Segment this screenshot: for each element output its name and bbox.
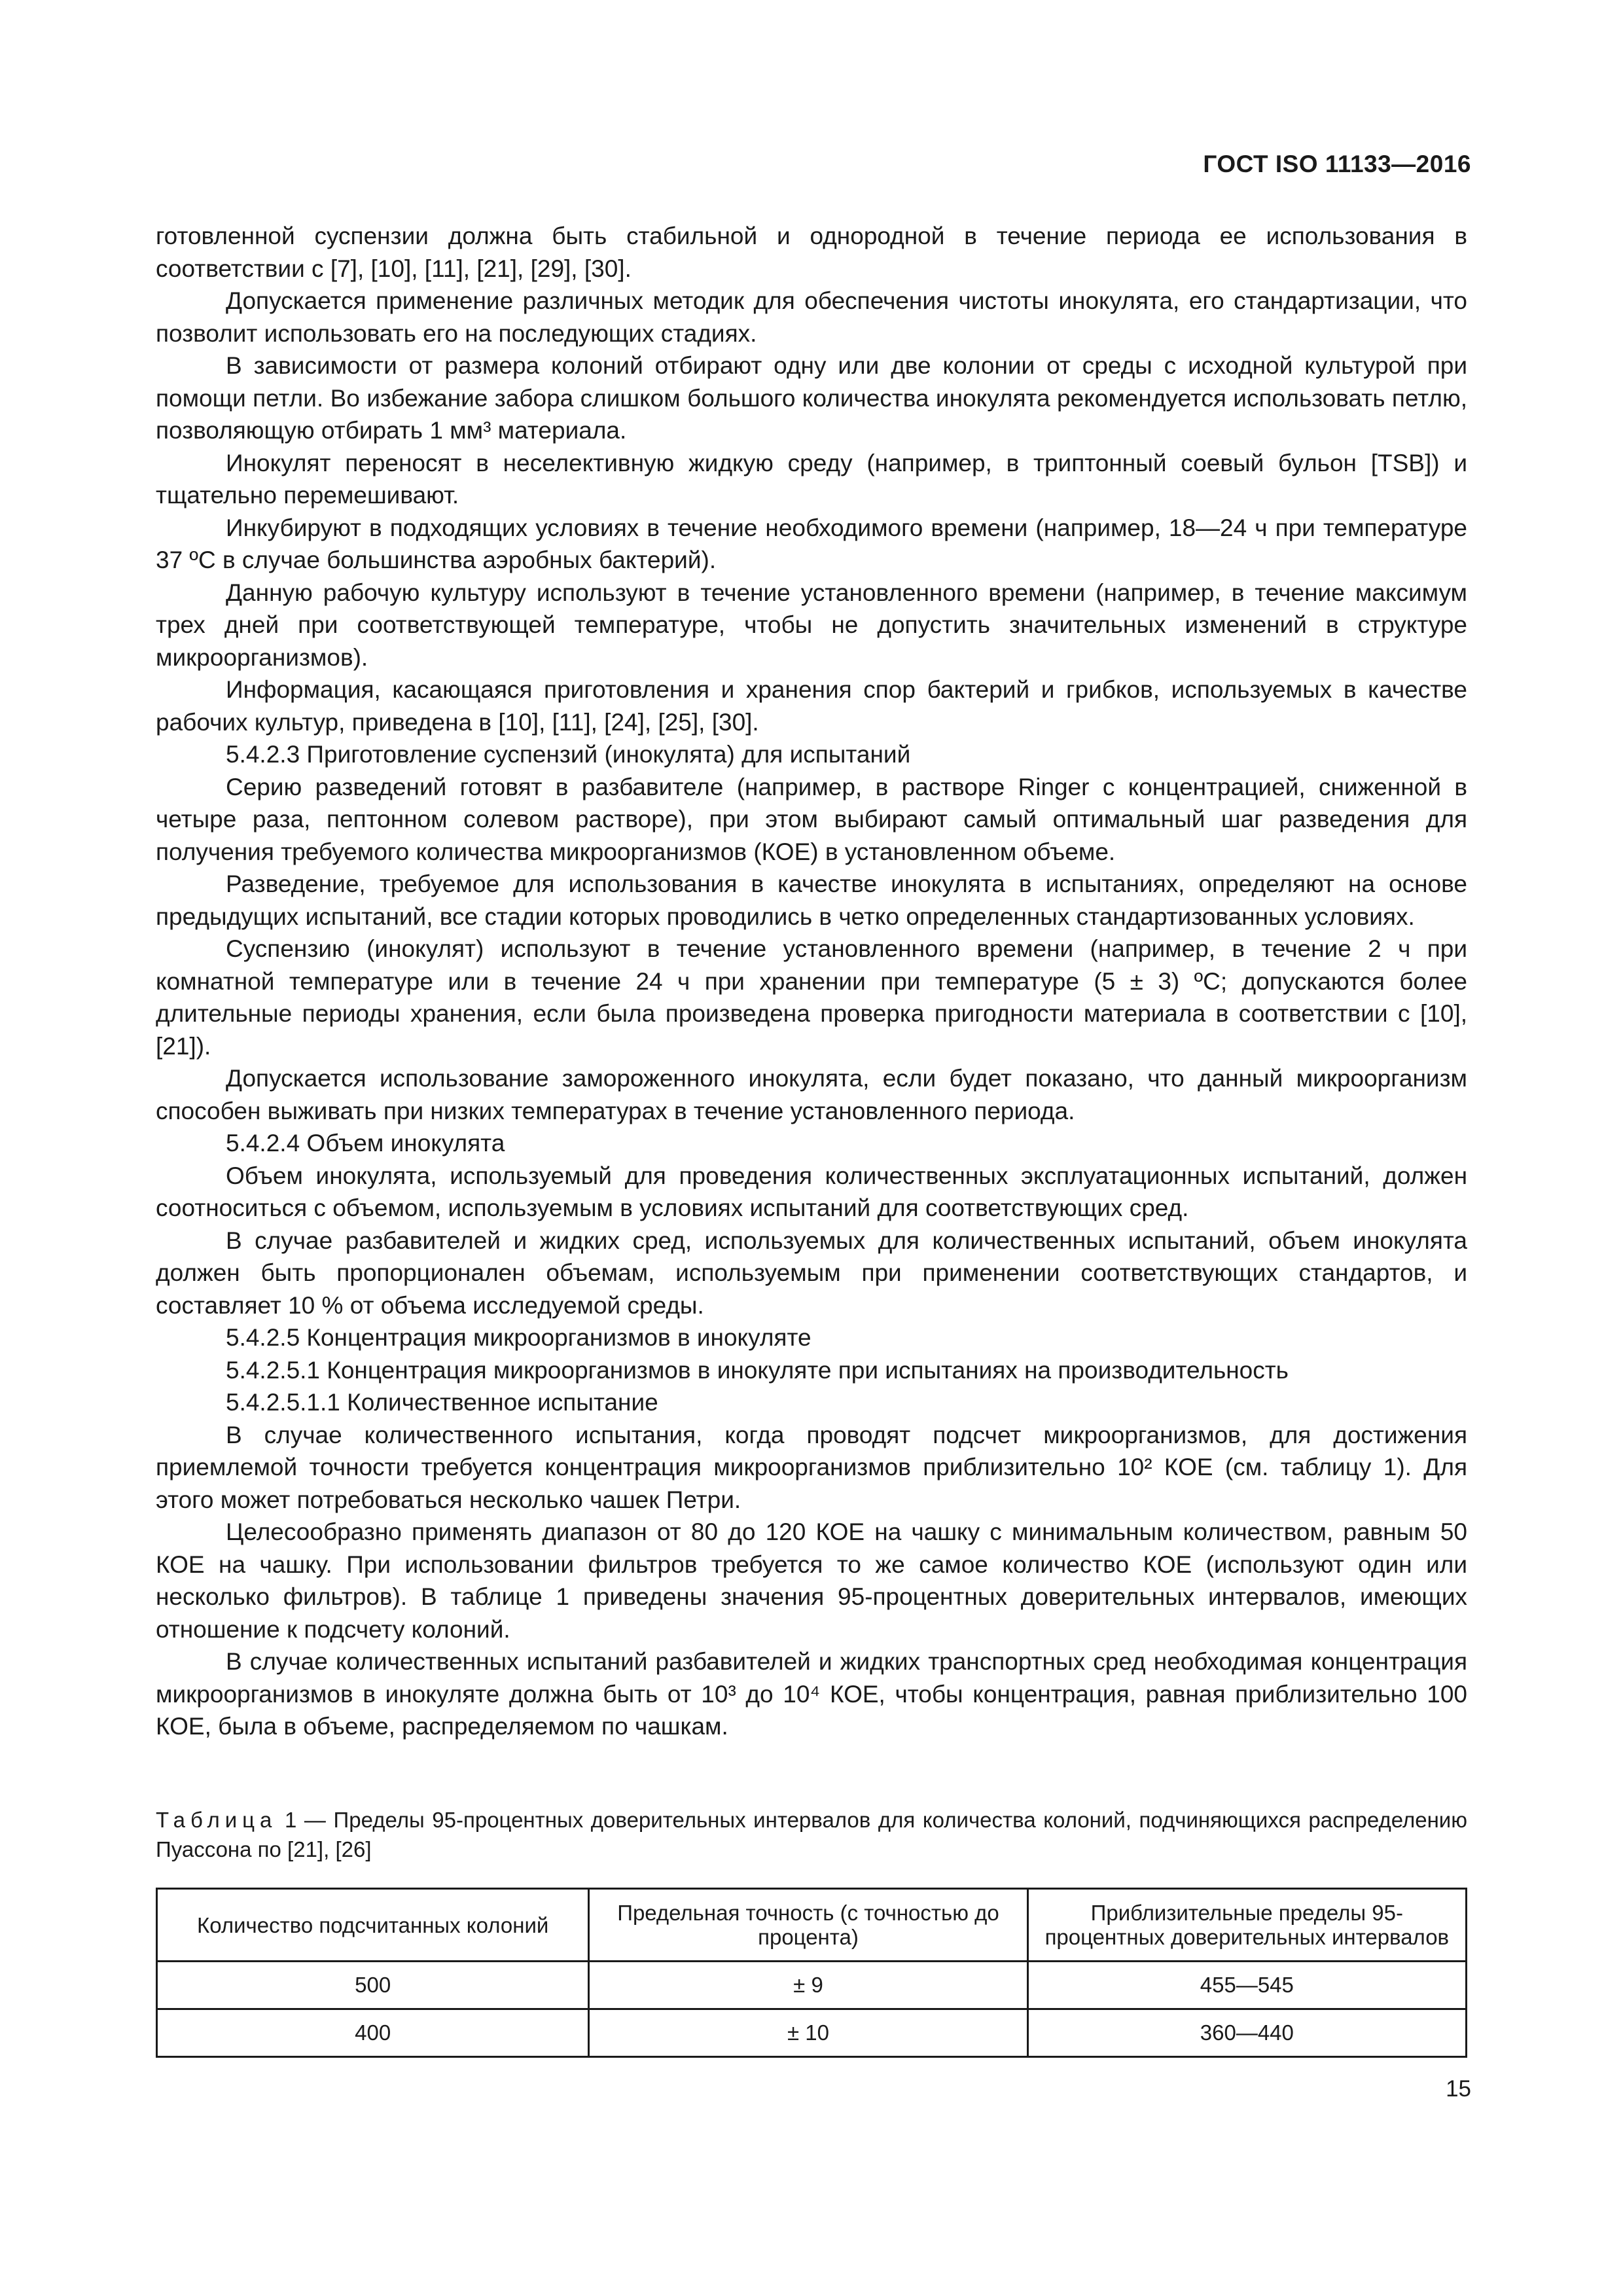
table-cell: 500 (157, 1962, 589, 2009)
section-heading: 5.4.2.4 Объем инокулята (226, 1130, 505, 1157)
section-heading: 5.4.2.5.1.1 Количественное испытание (226, 1389, 658, 1416)
table-header-row (157, 1889, 1467, 1962)
paragraph: Целесообразно применять диапазон от 80 до 120 КОЕ на чашку с минимальным количеством, равным 50 КОЕ на чашку. При использовании фильтров требуется то же самое количество КОЕ (используют один или несколько фильтров). В таблице 1 приведены значения 95-процентных доверительных интервалов, имеющих отношение к подсчету колоний. (156, 1518, 1467, 1643)
section-heading: 5.4.2.3 Приготовление суспензий (инокулята) для испытаний (226, 741, 911, 768)
paragraph: Разведение, требуемое для использования в качестве инокулята в испытаниях, определяют на основе предыдущих испытаний, все стадии которых проводились в четко определенных стандартизованных условиях. (156, 870, 1467, 930)
table-caption (156, 1805, 1467, 1864)
body-text (156, 220, 1467, 1743)
table-caption-text: 1 — Пределы 95-процентных доверительных интервалов для количества колоний, подчиняющихся распределению Пуассона по [21], [26] (156, 1808, 1467, 1861)
paragraph: В случае разбавителей и жидких сред, используемых для количественных испытаний, объем инокулята должен быть пропорционален объемам, используемым при применении соответствующих стандартов, и составляет 10 % от объема исследуемой среды. (156, 1227, 1467, 1319)
paragraph: Объем инокулята, используемый для проведения количественных эксплуатационных испытаний, должен соотноситься с объемом, используемым в условиях испытаний для соответствующих сред. (156, 1162, 1467, 1221)
paragraph: Инокулят переносят в неселективную жидкую среду (например, в триптонный соевый бульон [TSB]) и тщательно перемешивают. (156, 449, 1467, 509)
paragraph: Допускается использование замороженного инокулята, если будет показано, что данный микроорганизм способен выживать при низких температурах в течение установленного периода. (156, 1065, 1467, 1124)
paragraph: В случае количественного испытания, когда проводят подсчет микроорганизмов, для достижения приемлемой точности требуется концентрация микроорганизмов приблизительно 10² КОЕ (см. таблицу 1). Для этого может потребоваться несколько чашек Петри. (156, 1421, 1467, 1513)
section-heading: 5.4.2.5.1 Концентрация микроорганизмов в инокуляте при испытаниях на производительность (226, 1356, 1289, 1384)
document-header: ГОСТ ISO 11133—2016 (1203, 151, 1471, 177)
table-header-cell: Количество подсчитанных колоний (157, 1889, 589, 1962)
confidence-interval-table (156, 1888, 1467, 2058)
table-caption-label: Таблица (156, 1808, 277, 1832)
table-cell: ± 10 (589, 2009, 1027, 2057)
table-cell: 360—440 (1027, 2009, 1466, 2057)
table-cell: 400 (157, 2009, 589, 2057)
table-cell: ± 9 (589, 1962, 1027, 2009)
paragraph: Допускается применение различных методик для обеспечения чистоты инокулята, его стандартизации, что позволит использовать его на последующих стадиях. (156, 287, 1467, 347)
table-row (157, 2009, 1467, 2057)
paragraph: Информация, касающаяся приготовления и хранения спор бактерий и грибков, используемых в качестве рабочих культур, приведена в [10], [11], [24], [25], [30]. (156, 676, 1467, 736)
paragraph: Инкубируют в подходящих условиях в течение необходимого времени (например, 18—24 ч при температуре 37 ºС в случае большинства аэробных бактерий). (156, 514, 1467, 573)
page-number: 15 (1446, 2076, 1471, 2102)
paragraph: Суспензию (инокулят) используют в течение установленного времени (например, в течение 2 ч при комнатной температуре или в течение 24 ч при хранении при температуре (5 ± 3) ºС; допускаются более длительные периоды хранения, если была произведена проверка пригодности материала в соответствии с [10], [21]). (156, 935, 1467, 1060)
table-row (157, 1962, 1467, 2009)
paragraph: готовленной суспензии должна быть стабильной и однородной в течение периода ее использования в соответствии с [7], [10], [11], [21], [29], [30]. (156, 223, 1467, 282)
paragraph: В случае количественных испытаний разбавителей и жидких транспортных сред необходимая концентрация микроорганизмов в инокуляте должна быть от 10³ до 10⁴ КОЕ, чтобы концентрация, равная приблизительно 100 КОЕ, была в объеме, распределяемом по чашкам. (156, 1648, 1467, 1740)
table-header-cell: Предельная точность (с точностью до процента) (589, 1889, 1027, 1962)
paragraph: Данную рабочую культуру используют в течение установленного времени (например, в течение максимум трех дней при соответствующей температуре, чтобы не допустить значительных изменений в структуре микроорганизмов). (156, 579, 1467, 671)
paragraph: В зависимости от размера колоний отбирают одну или две колонии от среды с исходной культурой при помощи петли. Во избежание забора слишком большого количества инокулята рекомендуется использовать петлю, позволяющую отбирать 1 мм³ материала. (156, 352, 1467, 444)
table-cell: 455—545 (1027, 1962, 1466, 2009)
table-header-cell: Приблизительные пределы 95-процентных доверительных интервалов (1027, 1889, 1466, 1962)
section-heading: 5.4.2.5 Концентрация микроорганизмов в инокуляте (226, 1324, 812, 1351)
paragraph: Серию разведений готовят в разбавителе (например, в растворе Ringer с концентрацией, сниженной в четыре раза, пептонном солевом растворе), при этом выбирают самый оптимальный шаг разведения для получения требуемого количества микроорганизмов (КОЕ) в установленном объеме. (156, 773, 1467, 865)
